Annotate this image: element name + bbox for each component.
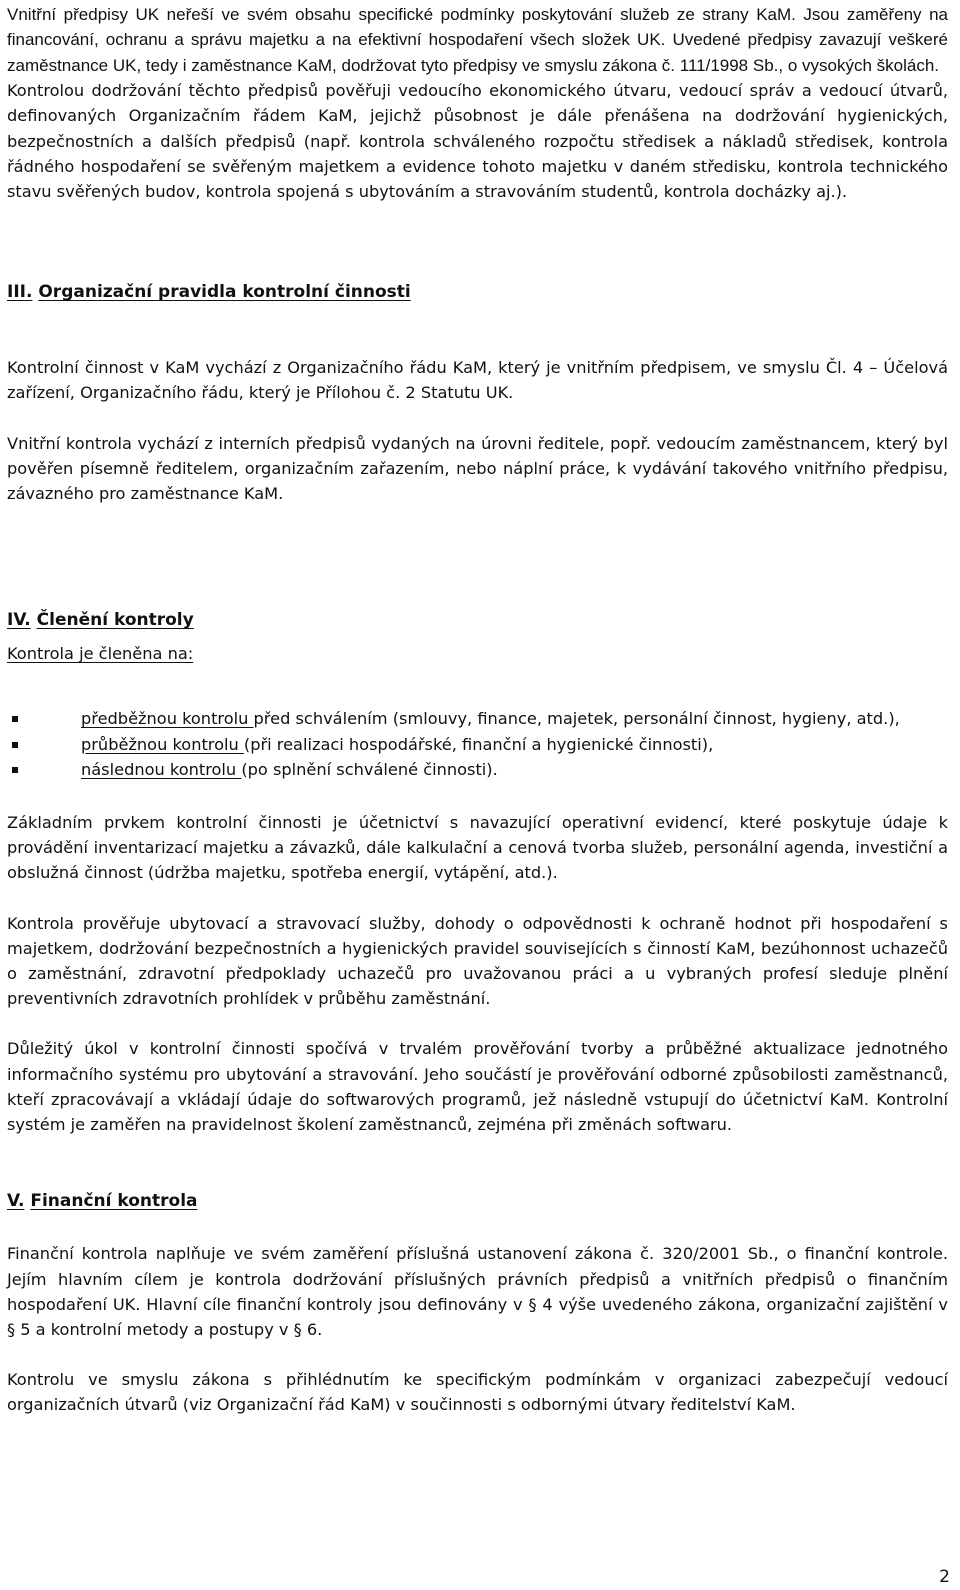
section-4-number: IV. bbox=[7, 610, 31, 631]
section-3-number: III. bbox=[7, 282, 33, 303]
section-3-title: Organizační pravidla kontrolní činnosti bbox=[38, 282, 411, 303]
control-types-list bbox=[7, 706, 948, 782]
page-content bbox=[7, 2, 948, 1418]
section-5-title: Finanční kontrola bbox=[30, 1191, 198, 1212]
section-4-paragraph-1: Základním prvkem kontrolní činnosti je účetnictví s navazující operativní evidencí, které poskytuje údaje k provádění inventarizací majetku a závazků, dále kalkulační a cenová tvorba služeb, personální agenda, investiční a obslužná činnost (údržba majetku, spotřeba energií, vytápění, atd.). bbox=[7, 813, 948, 883]
section-3-paragraph-2: Vnitřní kontrola vychází z interních předpisů vydaných na úrovni ředitele, popř. vedoucím zaměstnancem, který byl pověřen písemně ředitelem, organizačním zařazením, nebo náplní práce, k vydávání takového vnitřního předpisu, závazného pro zaměstnance KaM. bbox=[7, 433, 948, 504]
section-3-heading bbox=[7, 280, 948, 305]
square-bullet-icon bbox=[12, 742, 18, 748]
section-5-heading bbox=[7, 1189, 948, 1214]
square-bullet-icon bbox=[12, 767, 18, 773]
square-bullet-icon bbox=[12, 716, 18, 722]
section-5-paragraph-1: Finanční kontrola naplňuje ve svém zaměření příslušná ustanovení zákona č. 320/2001 Sb., o finanční kontrole. Jejím hlavním cílem je kontrola dodržování příslušných právních předpisů a vnitřních předpisů o finančním hospodaření UK. Hlavní cíle finanční kontroly jsou definovány v § 4 výše uvedeného zákona, organizační zajištění v § 5 a kontrolní metody a postupy v § 6. bbox=[7, 1244, 948, 1339]
section-4-paragraph-3: Důležitý úkol v kontrolní činnosti spočívá v trvalém prověřování tvorby a průběžné aktualizace jednotného informačního systému pro ubytování a stravování. Jeho součástí je prověřování odborné způsobilosti zaměstnanců, kteří zpracovávají a vkládají údaje do softwarových programů, jež následně vstupují do účetnictví KaM. Kontrolní systém je zaměřen na pravidelnost školení zaměstnanců, zejména při změnách softwaru. bbox=[7, 1039, 948, 1135]
section-3-paragraph-1: Kontrolní činnost v KaM vychází z Organizačního řádu KaM, který je vnitřním předpisem, ve smyslu Čl. 4 – Účelová zařízení, Organizačního řádu, který je Přílohou č. 2 Statutu UK. bbox=[7, 358, 948, 403]
list-item: průběžnou kontrolu (při realizaci hospodářské, finanční a hygienické činnosti), bbox=[7, 732, 948, 757]
section-4-heading bbox=[7, 608, 948, 633]
section-5-number: V. bbox=[7, 1191, 25, 1212]
intro-paragraph-2: Kontrolou dodržování těchto předpisů pověřuji vedoucího ekonomického útvaru, vedoucí správ a vedoucí útvarů, definovaných Organizačním řádem KaM, jejichž působnost je dále přenášena na dodržování hygienických, bezpečnostních a dalších předpisů (např. kontrola schváleného rozpočtu středisek a nákladů středisek, kontrola řádného hospodaření se svěřeným majetkem a evidence tohoto majetku v daném středisku, kontrola technického stavu svěřených budov, kontrola spojená s ubytováním a stravováním studentů, kontrola docházky aj.). bbox=[7, 81, 948, 202]
list-intro: Kontrola je členěna na: bbox=[7, 644, 194, 664]
list-item: předběžnou kontrolu před schválením (smlouvy, finance, majetek, personální činnost, hygieny, atd.), bbox=[7, 706, 948, 731]
list-item: následnou kontrolu (po splnění schválené činnosti). bbox=[7, 757, 948, 782]
page-number: 2 bbox=[939, 1566, 950, 1587]
intro-paragraph-1: Vnitřní předpisy UK neřeší ve svém obsahu specifické podmínky poskytování služeb ze strany KaM. Jsou zaměřeny na financování, ochranu a správu majetku a na efektivní hospodaření všech složek UK. Uvedené předpisy zavazují veškeré zaměstnance UK, tedy i zaměstnance KaM, dodržovat tyto předpisy ve smyslu zákona č. 111/1998 Sb., o vysokých školách. bbox=[7, 5, 948, 75]
section-4-title: Členění kontroly bbox=[36, 610, 194, 631]
section-4-paragraph-2: Kontrola prověřuje ubytovací a stravovací služby, dohody o odpovědnosti k ochraně hodnot při hospodaření s majetkem, dodržování bezpečnostních a hygienických pravidel souvisejících s činností KaM, bezúhonnost uchazečů o zaměstnání, zdravotní předpoklady uchazečů pro uvažovanou práci a u vybraných profesí sleduje plnění preventivních zdravotních prohlídek v průběhu zaměstnání. bbox=[7, 913, 948, 1009]
section-5-paragraph-2: Kontrolu ve smyslu zákona s přihlédnutím ke specifickým podmínkám v organizaci zabezpečují vedoucí organizačních útvarů (viz Organizační řád KaM) v součinnosti s odbornými útvary ředitelství KaM. bbox=[7, 1370, 948, 1415]
